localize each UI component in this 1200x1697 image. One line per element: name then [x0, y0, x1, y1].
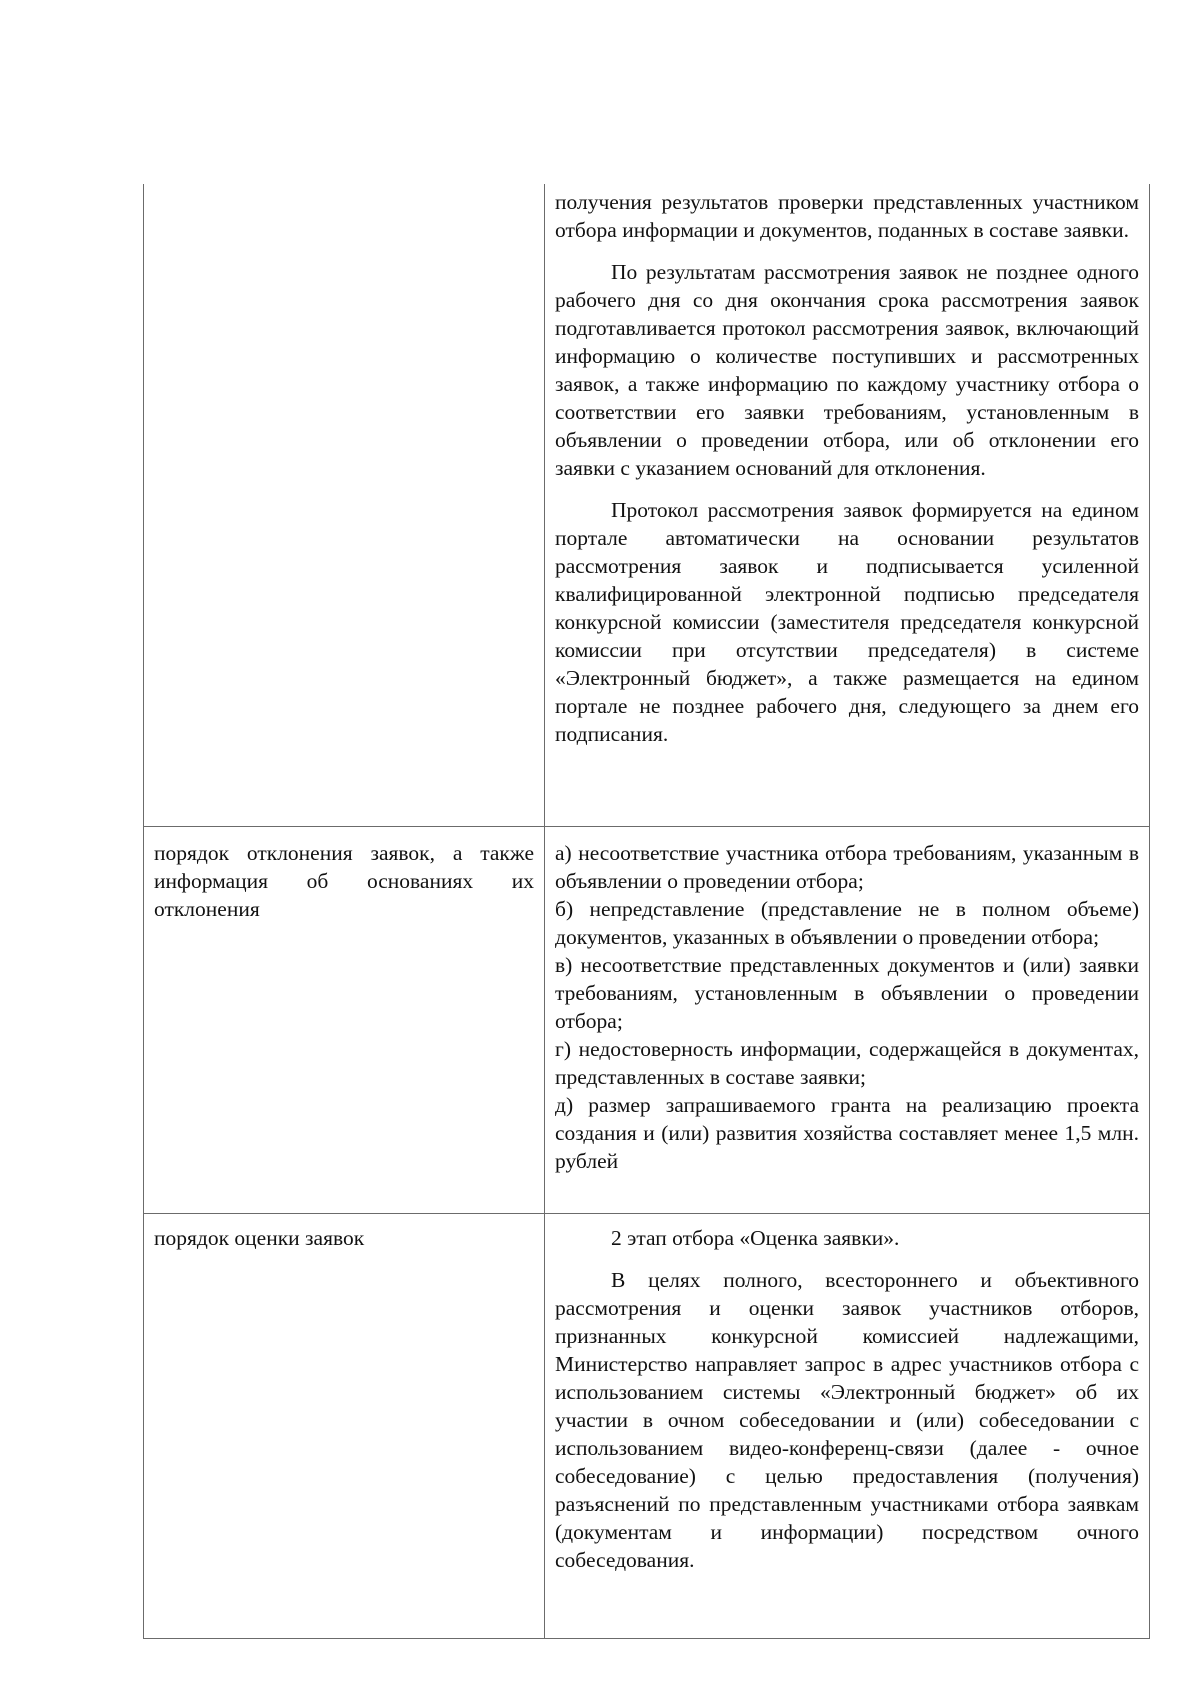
table-row — [144, 827, 1150, 1214]
paragraph: В целях полного, всестороннего и объективного рассмотрения и оценки заявок участников отборов, признанных конкурсной комиссией надлежащими, Министерство направляет запрос в адрес участников отбора с использованием системы «Электронный бюджет» об их участии в очном собеседовании и (или) собеседовании с использованием видео-конференц-связи (далее - очное собеседование) с целью предоставления (получения) разъяснений по представленным участниками отбора заявкам (документам и информации) посредством очного собеседования. — [555, 1268, 1139, 1572]
row-label-cell: порядок оценки заявок — [144, 1214, 545, 1639]
paragraph: получения результатов проверки представленных участником отбора информации и документов, поданных в составе заявки. — [555, 190, 1139, 242]
table-row — [144, 184, 1150, 827]
paragraph: По результатам рассмотрения заявок не позднее одного рабочего дня со дня окончания срока рассмотрения заявок подготавливается протокол рассмотрения заявок, включающий информацию о количестве поступивших и рассмотренных заявок, а также информацию по каждому участнику отбора о соответствии его заявки требованиям, установленным в объявлении о проведении отбора, или об отклонении его заявки с указанием оснований для отклонения. — [555, 260, 1139, 480]
table-row — [144, 1214, 1150, 1639]
list-item: г) недостоверность информации, содержащейся в документах, представленных в составе заявки; — [555, 1037, 1139, 1089]
paragraph: Протокол рассмотрения заявок формируется на едином портале автоматически на основании результатов рассмотрения заявок и подписывается усиленной квалифицированной электронной подписью председателя конкурсной комиссии (заместителя председателя конкурсной комиссии при отсутствии председателя) в системе «Электронный бюджет», а также размещается на едином портале не позднее рабочего дня, следующего за днем его подписания. — [555, 498, 1139, 746]
list-item: д) размер запрашиваемого гранта на реализацию проекта создания и (или) развития хозяйства составляет менее 1,5 млн. рублей — [555, 1093, 1139, 1173]
paragraph-heading: 2 этап отбора «Оценка заявки». — [611, 1226, 900, 1250]
list-item: в) несоответствие представленных документов и (или) заявки требованиям, установленным в объявлении о проведении отбора; — [555, 953, 1139, 1033]
document-table — [143, 184, 1150, 1639]
row-content-cell — [545, 827, 1150, 1214]
row-content-cell — [545, 184, 1150, 827]
row-label-cell — [144, 184, 545, 827]
list-item: а) несоответствие участника отбора требованиям, указанным в объявлении о проведении отбора; — [555, 841, 1139, 893]
list-item: б) непредставление (представление не в полном объеме) документов, указанных в объявлении о проведении отбора; — [555, 897, 1139, 949]
row-content-cell — [545, 1214, 1150, 1639]
row-label-cell: порядок отклонения заявок, а также информация об основаниях их отклонения — [144, 827, 545, 1214]
